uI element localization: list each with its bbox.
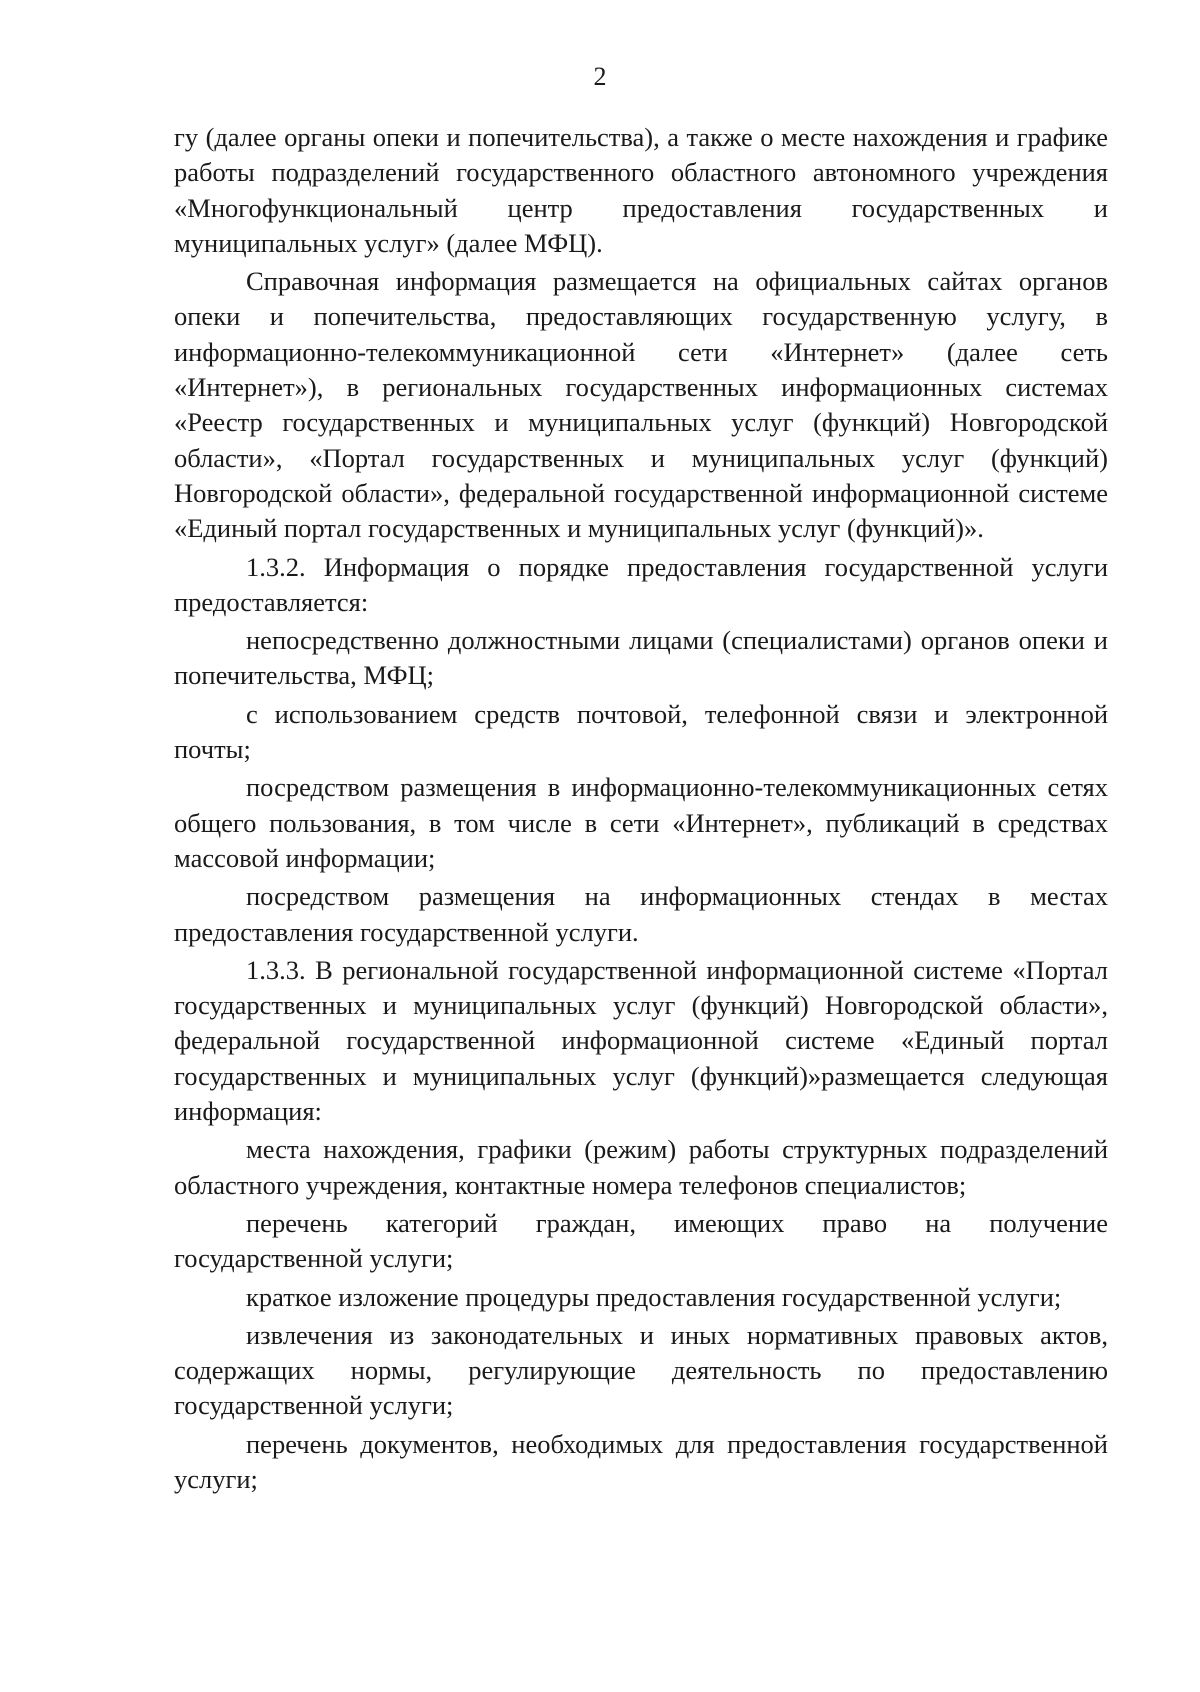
paragraph-continuation: гу (далее органы опеки и попечительства), а также о месте нахождения и графике работы подразделений государственного областного автономного учреждения «Многофункциональный центр предоставления государственных и муниципальных услуг» (далее МФЦ). [174, 122, 1108, 258]
list-item-stands: посредством размещения на информационных стендах в местах предоставления государственной услуги. [174, 881, 1108, 947]
document-body [174, 120, 1108, 1500]
paragraph-section-1-3-3: 1.3.3. В региональной государственной информационной системе «Портал государственных и муниципальных услуг (функций) Новгородской области», федеральной государственной информационной системе «Единый портал государственных и муниципальных услуг (функций)»размещается следующая информация: [174, 954, 1108, 1127]
list-item-postal-phone: с использованием средств почтовой, телефонной связи и электронной почты; [174, 698, 1108, 765]
paragraph-reference-info: Справочная информация размещается на официальных сайтах органов опеки и попечительства, предоставляющих государственную услугу, в информационно-телекоммуникационной сети «Интернет» (далее сеть «Интернет»), в региональных государственных информационных системах «Реестр государственных и муниципальных услуг (функций) Новгородской области», «Портал государственных и муниципальных услуг (функций) Новгородской области», федеральной государственной информационной системе «Единый портал государственных и муниципальных услуг (функций)». [174, 266, 1108, 544]
list-item-procedure: краткое изложение процедуры предоставления государственной услуги; [246, 1281, 1062, 1312]
list-item-networks: посредством размещения в информационно-телекоммуникационных сетях общего пользования, в том числе в сети «Интернет», публикаций в средствах массовой информации; [174, 772, 1108, 873]
list-item-documents: перечень документов, необходимых для предоставления государственной услуги; [174, 1428, 1108, 1494]
list-item-locations: места нахождения, графики (режим) работы структурных подразделений областного учреждения, контактные номера телефонов специалистов; [174, 1134, 1108, 1200]
list-item-legal-extracts: извлечения из законодательных и иных нормативных правовых актов, содержащих нормы, регулирующие деятельность по предоставлению государственной услуги; [174, 1319, 1108, 1421]
list-item-officials: непосредственно должностными лицами (специалистами) органов опеки и попечительства, МФЦ; [174, 625, 1108, 691]
paragraph-section-1-3-2: 1.3.2. Информация о порядке предоставления государственной услуги предоставляется: [174, 551, 1108, 617]
page-number: 2 [593, 62, 607, 91]
list-item-categories: перечень категорий граждан, имеющих право на получение государственной услуги; [174, 1207, 1108, 1274]
